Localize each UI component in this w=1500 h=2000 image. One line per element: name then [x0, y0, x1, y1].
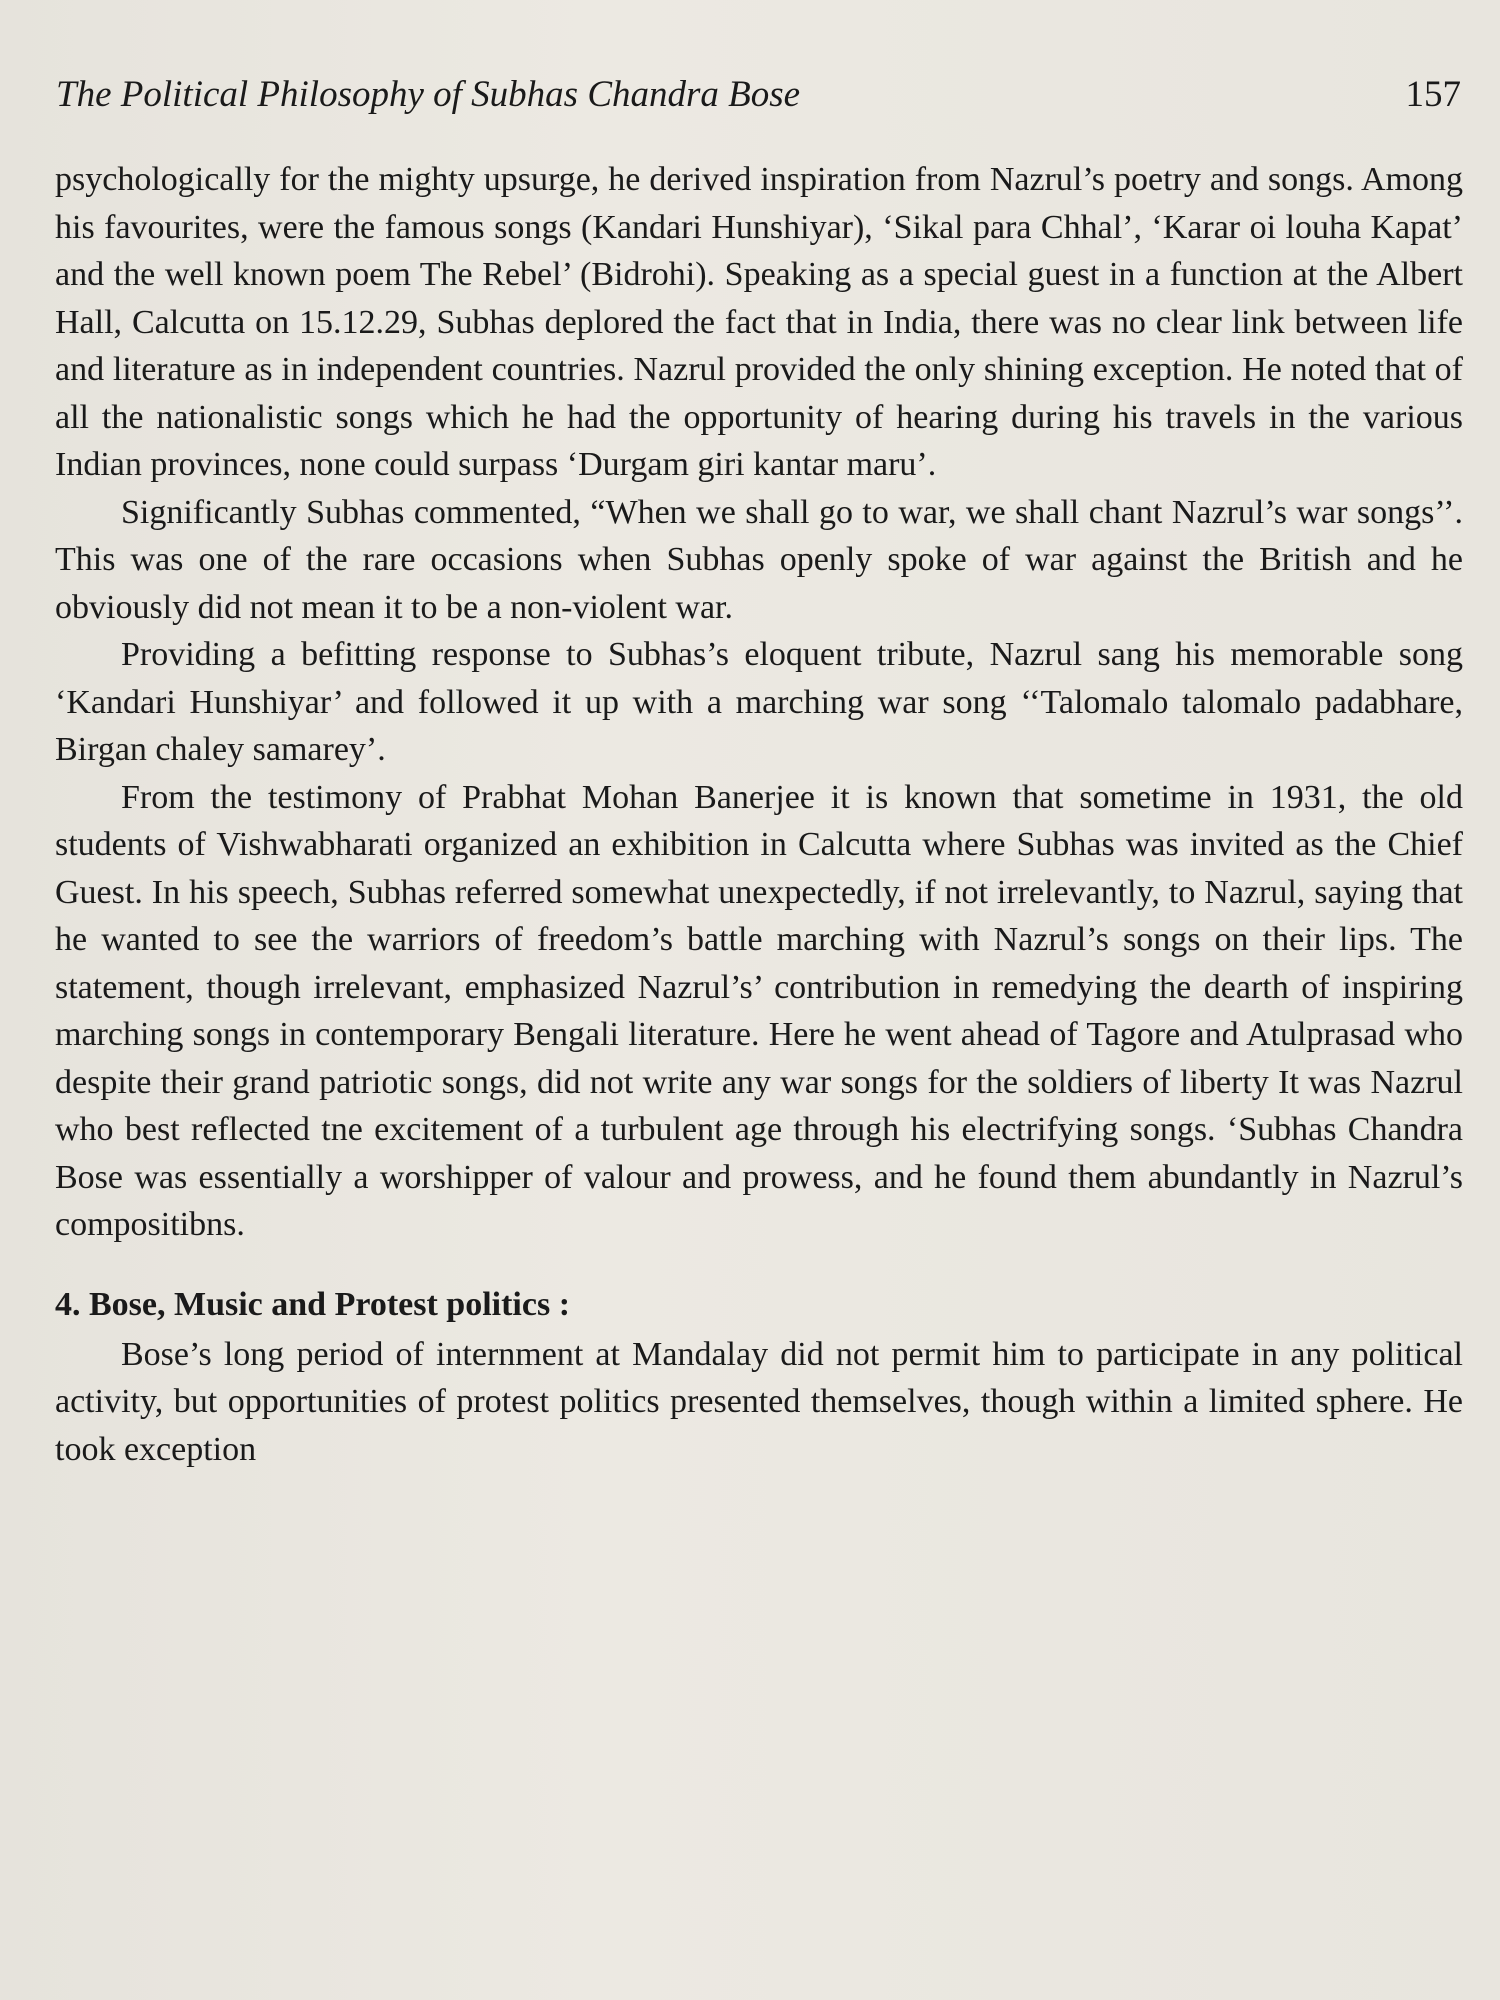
body-text	[55, 156, 1463, 1473]
paragraph-testimony: From the testimony of Prabhat Mohan Banerjee it is known that sometime in 1931, the old students of Vishwabharati organized an exhibition in Calcutta where Subhas was invited as the Chief Guest. In his speech, Subhas referred somewhat unexpectedly, if not irrelevantly, to Nazrul, saying that he wanted to see the warriors of freedom’s battle marching with Nazrul’s songs on their lips. The statement, though irrelevant, emphasized Nazrul’s’ contribution in remedying the dearth of inspiring marching songs in contemporary Bengali literature. Here he went ahead of Tagore and Atulprasad who despite their grand patriotic songs, did not write any war songs for the soldiers of liberty It was Nazrul who best reflected tne excitement of a turbulent age through his electrifying songs. ‘Subhas Chandra Bose was essentially a worshipper of valour and prowess, and he found them abundantly in Nazrul’s compositibns.	[55, 778, 1463, 1243]
paragraph-internment: Bose’s long period of internment at Mandalay did not permit him to participate in any political activity, but opportunities of protest politics presented themselves, though within a limited sphere. He took exception	[55, 1335, 1463, 1468]
running-head	[56, 70, 1461, 130]
paragraph-nazrul-response: Providing a befitting response to Subhas’s eloquent tribute, Nazrul sang his memorable song ‘Kandari Hunshiyar’ and followed it up with a marching war song ‘‘Talomalo talomalo padabhare, Birgan chaley samarey’.	[55, 636, 1463, 768]
paragraph-continued: psychologically for the mighty upsurge, he derived inspiration from Nazrul’s poetry and songs. Among his favourites, were the famous songs (Kandari Hunshiyar), ‘Sikal para Chhal’, ‘Karar oi louha Kapat’ and the well known poem The Rebel’ (Bidrohi). Speaking as a special guest in a function at the Albert Hall, Calcutta on 15.12.29, Subhas deplored the fact that in India, there was no clear link between life and literature as in independent countries. Nazrul provided the only shining exception. He noted that of all the nationalistic songs which he had the opportunity of hearing during his travels in the various Indian provinces, none could surpass ‘Durgam giri kantar maru’.	[55, 161, 1463, 483]
section-heading: 4. Bose, Music and Protest politics :	[55, 1285, 571, 1323]
paragraph-war-songs: Significantly Subhas commented, “When we shall go to war, we shall chant Nazrul’s war songs’’. This was one of the rare occasions when Subhas openly spoke of war against the British and he obviously did not mean it to be a non-violent war.	[55, 493, 1463, 626]
running-title: The Political Philosophy of Subhas Chandra Bose	[56, 74, 801, 115]
page-number: 157	[1405, 74, 1461, 115]
